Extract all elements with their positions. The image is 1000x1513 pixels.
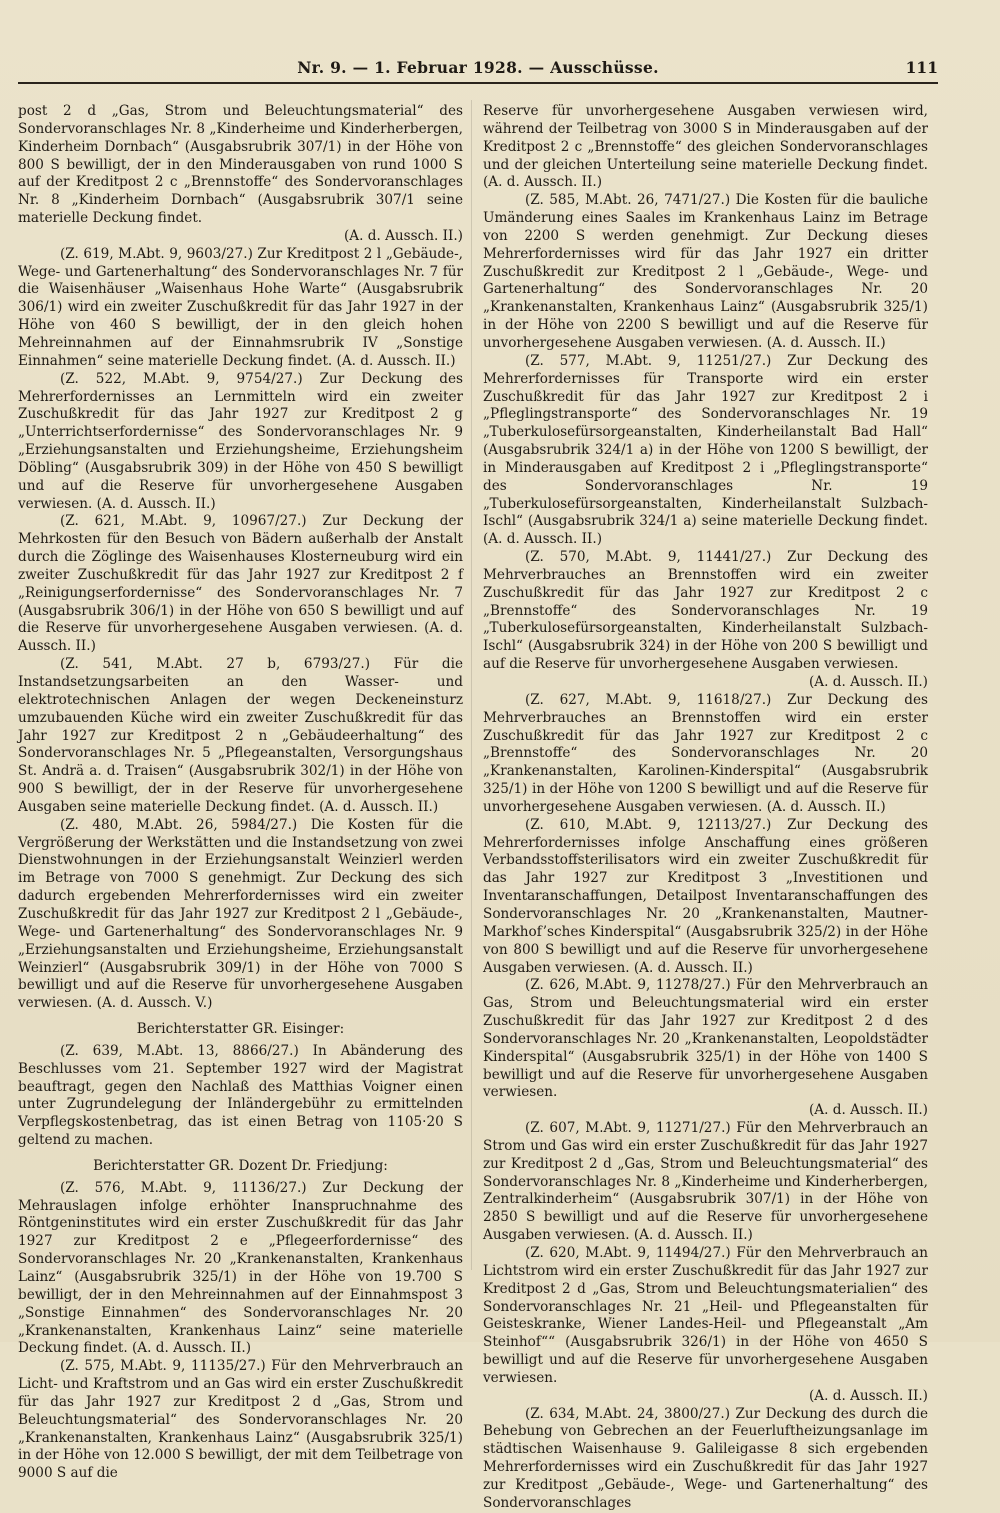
paragraph: (Z. 522, M.Abt. 9, 9754/27.) Zur Deckung des Mehrerfordernisses an Lernmitteln wird ein zweiter Zuschußkredit für das Jahr 1927 zur Kreditpost 2 g „Unterrichtserfordernisse“ des Sondervoranschlages Nr. 9 „Erziehungsanstalten und Erziehungsheime, Erziehungsheim Döbling“ (Ausgabsrubrik 309) in der Höhe von 450 S bewilligt und auf die Reserve für unvorhergesehene Ausgaben verwiesen. (A. d. Aussch. II.) — [18, 370, 463, 512]
committee-reference: (A. d. Aussch. II.) — [808, 1102, 928, 1119]
paragraph: (Z. 627, M.Abt. 9, 11618/27.) Zur Deckung des Mehrverbrauches an Brennstoffen wird ein erster Zuschußkredit für das Jahr 1927 zur Kreditpost 2 c „Brennstoffe“ des Sondervoranschlages Nr. 20 „Krankenanstalten, Karolinen-Kinderspital“ (Ausgabsrubrik 325/1) in der Höhe von 1200 S bewilligt und auf die Reserve für unvorhergesehene Ausgaben verwiesen. (A. d. Aussch. II.) — [483, 691, 928, 815]
left-column — [18, 103, 463, 1483]
paragraph: (Z. 607, M.Abt. 9, 11271/27.) Für den Mehrverbrauch an Strom und Gas wird ein erster Zuschußkredit für das Jahr 1927 zur Kreditpost 2 d „Gas, Strom und Beleuchtungsmaterial“ des Sondervoranschlages Nr. 8 „Kinderheime und Kinderherbergen, Zentralkinderheim“ (Ausgabsrubrik 307/1) in der Höhe von 2850 S bewilligt und auf die Reserve für unvorhergesehene Ausgaben verwiesen. (A. d. Aussch. II.) — [483, 1120, 928, 1244]
paragraph: (Z. 480, M.Abt. 26, 5984/27.) Die Kosten für die Vergrößerung der Werkstätten und die Instandsetzung von zwei Dienstwohnungen in der Erziehungsanstalt Weinzierl werden im Betrage von 7000 S genehmigt. Zur Deckung des sich dadurch ergebenden Mehrerfordernisses wird ein zweiter Zuschußkredit für das Jahr 1927 zur Kreditpost 2 l „Gebäude-, Wege- und Gartenerhaltung“ des Sondervoranschlages Nr. 9 „Erziehungsanstalten und Erziehungsheime, Erziehungsanstalt Weinzierl“ (Ausgabsrubrik 309/1) in der Höhe von 7000 S bewilligt und auf die Reserve für unvorhergesehene Ausgaben verwiesen. (A. d. Aussch. V.) — [18, 816, 463, 1012]
paragraph: (Z. 570, M.Abt. 9, 11441/27.) Zur Deckung des Mehrverbrauches an Brennstoffen wird ein zweiter Zuschußkredit für das Jahr 1927 zur Kreditpost 2 c „Brennstoffe“ des Sondervoranschlages Nr. 19 „Tuberkulosefürsorgeanstalten, Kinderheilanstalt Sulzbach-Ischl“ (Ausgabsrubrik 324) in der Höhe von 200 S bewilligt und auf die Reserve für unvorhergesehene Ausgaben verwiesen. — [483, 549, 928, 673]
paragraph: (Z. 610, M.Abt. 9, 12113/27.) Zur Deckung des Mehrerfordernisses infolge Anschaffung eines größeren Verbandsstoffsterilisators wird ein zweiter Zuschußkredit für das Jahr 1927 zur Kreditpost 3 „Investitionen und Inventaranschaffungen, Detailpost Inventaranschaffungen des Sondervoranschlages Nr. 20 „Krankenanstalten, Mautner-Markhof’sches Kinderspital“ (Ausgabsrubrik 325/2) in der Höhe von 800 S bewilligt und auf die Reserve für unvorhergesehene Ausgaben verwiesen. (A. d. Aussch. II.) — [483, 816, 928, 976]
paragraph: (Z. 626, M.Abt. 9, 11278/27.) Für den Mehrverbrauch an Gas, Strom und Beleuchtungsmaterial wird ein erster Zuschußkredit für das Jahr 1927 zur Kreditpost 2 d des Sondervoranschlages Nr. 20 „Krankenanstalten, Leopoldstädter Kinderspital“ (Ausgabsrubrik 325/1) in der Höhe von 1400 S bewilligt und auf die Reserve für unvorhergesehene Ausgaben verwiesen. — [483, 977, 928, 1101]
page-header — [18, 56, 938, 84]
paragraph: (Z. 541, M.Abt. 27 b, 6793/27.) Für die Instandsetzungsarbeiten an den Wasser- und elektrotechnischen Anlagen der wegen Deckeneinsturz umzubauenden Küche wird ein zweiter Zuschußkredit für das Jahr 1927 zur Kreditpost 2 n „Gebäudeerhaltung“ des Sondervoranschlages Nr. 5 „Pflegeanstalten, Versorgungshaus St. Andrä a. d. Traisen“ (Ausgabsrubrik 302/1) in der Höhe von 900 S bewilligt, der in der Reserve für unvorhergesehene Ausgaben seine materielle Deckung findet. (A. d. Aussch. II.) — [18, 656, 463, 815]
continued-paragraph: post 2 d „Gas, Strom und Beleuchtungsmaterial“ des Sondervoranschlages Nr. 8 „Kinderheime und Kinderherbergen, Kinderheim Dornbach“ (Ausgabsrubrik 307/1) in der Höhe von 800 S bewilligt, der in den Minderausgaben von rund 1000 S auf der Kreditpost 2 c „Brennstoffe“ des Sondervoranschlages Nr. 8 „Kinderheim Dornbach“ (Ausgabsrubrik 307/1 seine materielle Deckung findet. — [18, 103, 463, 227]
right-column — [483, 103, 928, 1513]
committee-reference: (A. d. Aussch. II.) — [808, 674, 928, 690]
paragraph: (Z. 621, M.Abt. 9, 10967/27.) Zur Deckung der Mehrkosten für den Besuch von Bädern außerhalb der Anstalt durch die Zöglinge des Waisenhauses Klosterneuburg wird ein zweiter Zuschußkredit für das Jahr 1927 zur Kreditpost 2 f „Reinigungserfordernisse“ des Sondervoranschlages Nr. 7 (Ausgabsrubrik 306/1) in der Höhe von 650 S bewilligt und auf die Reserve für unvorhergesehene Ausgaben verwiesen. (A. d. Aussch. II.) — [18, 513, 463, 655]
paragraph: (Z. 585, M.Abt. 26, 7471/27.) Die Kosten für die bauliche Umänderung eines Saales im Krankenhaus Lainz im Betrage von 2200 S werden genehmigt. Zur Deckung dieses Mehrerfordernisses wird für das Jahr 1927 ein dritter Zuschußkredit zur Kreditpost 2 l „Gebäude-, Wege- und Gartenerhaltung“ des Sondervoranschlages Nr. 20 „Krankenanstalten, Krankenhaus Lainz“ (Ausgabsrubrik 325/1) in der Höhe von 2200 S bewilligt und auf die Reserve für unvorhergesehene Ausgaben verwiesen. (A. d. Aussch. II.) — [483, 192, 928, 351]
continued-paragraph: Reserve für unvorhergesehene Ausgaben verwiesen wird, während der Teilbetrag von 3000 S in Minderausgaben auf der Kreditpost 2 c „Brennstoffe“ des gleichen Sondervoranschlages und der gleichen Unterteilung seine materielle Deckung findet. (A. d. Aussch. II.) — [483, 103, 928, 191]
rapporteur-heading: Berichterstatter GR. Eisinger: — [136, 1021, 345, 1038]
committee-reference: (A. d. Aussch. II.) — [343, 227, 463, 244]
paragraph: (Z. 620, M.Abt. 9, 11494/27.) Für den Mehrverbrauch an Lichtstrom wird ein erster Zuschußkredit für das Jahr 1927 zur Kreditpost 2 d „Gas, Strom und Beleuchtungsmaterialien“ des Sondervoranschlages Nr. 21 „Heil- und Pflegeanstalten für Geisteskranke, Wiener Landes-Heil- und Pflegeanstalt „Am Steinhof““ (Ausgabsrubrik 326/1) in der Höhe von 4650 S bewilligt und auf die Reserve für unvorhergesehene Ausgaben verwiesen. — [483, 1245, 928, 1386]
paragraph: (Z. 634, M.Abt. 24, 3800/27.) Zur Deckung des durch die Behebung von Gebrechen an der Feuerluftheizungsanlage im städtischen Waisenhause 9. Galileigasse 8 sich ergebenden Mehrerfordernisses wird ein Zuschußkredit für das Jahr 1927 zur Kreditpost „Gebäude-, Wege- und Gartenerhaltung“ des Sondervoranschlages — [483, 1405, 928, 1511]
paragraph: (Z. 577, M.Abt. 9, 11251/27.) Zur Deckung des Mehrerfordernisses für Transporte wird ein erster Zuschußkredit für das Jahr 1927 zur Kreditpost 2 i „Pfleglingstransporte“ des Sondervoranschlages Nr. 19 „Tuberkulosefürsorgeanstalten, Kinderheilanstalt Bad Hall“ (Ausgabsrubrik 324/1 a) in der Höhe von 1200 S bewilligt, der in Minderausgaben auf Kreditpost 2 i „Pfleglingstransporte“ des Sondervoranschlages Nr. 19 „Tuberkulosefürsorgeanstalten, Kinderheilanstalt Sulzbach-Ischl“ (Ausgabsrubrik 324/1 a) seine materielle Deckung findet. (A. d. Aussch. II.) — [483, 352, 928, 548]
committee-reference: (A. d. Aussch. II.) — [808, 1387, 928, 1404]
paragraph: (Z. 576, M.Abt. 9, 11136/27.) Zur Deckung der Mehrauslagen infolge erhöhter Inanspruchnahme des Röntgeninstitutes wird ein erster Zuschußkredit für das Jahr 1927 zur Kreditpost 2 e „Pflegeerfordernisse“ des Sondervoranschlages Nr. 20 „Krankenanstalten, Krankenhaus Lainz“ (Ausgabsrubrik 325/1) in der Höhe von 19.700 S bewilligt, der in den Mehreinnahmen auf der Einnahmspost 3 „Sonstige Einnahmen“ des Sondervoranschlages Nr. 20 „Krankenanstalten, Krankenhaus Lainz“ seine materielle Deckung findet. (A. d. Aussch. II.) — [18, 1179, 463, 1357]
paragraph: (Z. 639, M.Abt. 13, 8866/27.) In Abänderung des Beschlusses vom 21. September 1927 wird der Magistrat beauftragt, gegen den Nachlaß des Matthias Voigner einen unter Zugrundelegung der Inländergebühr zu ermittelnden Verpflegskostenbetrag, das ist einen Betrag von 1105·20 S geltend zu machen. — [18, 1042, 463, 1149]
paragraph: (Z. 575, M.Abt. 9, 11135/27.) Für den Mehrverbrauch an Licht- und Kraftstrom und an Gas wird ein erster Zuschußkredit für das Jahr 1927 zur Kreditpost 2 d „Gas, Strom und Beleuchtungsmaterial“ des Sondervoranschlages Nr. 20 „Krankenanstalten, Krankenhaus Lainz“ (Ausgabsrubrik 325/1) in der Höhe von 12.000 S bewilligt, der mit dem Teilbetrage von 9000 S auf die — [18, 1358, 463, 1482]
paragraph: (Z. 619, M.Abt. 9, 9603/27.) Zur Kreditpost 2 l „Gebäude-, Wege- und Gartenerhaltung“ des Sondervoranschlages Nr. 7 für die Waisenhäuser „Waisenhaus Hohe Warte“ (Ausgabsrubrik 306/1) wird ein zweiter Zuschußkredit für das Jahr 1927 in der Höhe von 460 S bewilligt, der in den gleich hohen Mehreinnahmen auf der Einnahmsrubrik IV „Sonstige Einnahmen“ seine materielle Deckung findet. (A. d. Aussch. II.) — [18, 245, 463, 369]
column-divider — [471, 100, 472, 1270]
header-title: Nr. 9. — 1. Februar 1928. — Ausschüsse. — [297, 58, 659, 77]
page-number: 111 — [905, 58, 938, 77]
rapporteur-heading: Berichterstatter GR. Dozent Dr. Friedjung: — [93, 1157, 388, 1174]
